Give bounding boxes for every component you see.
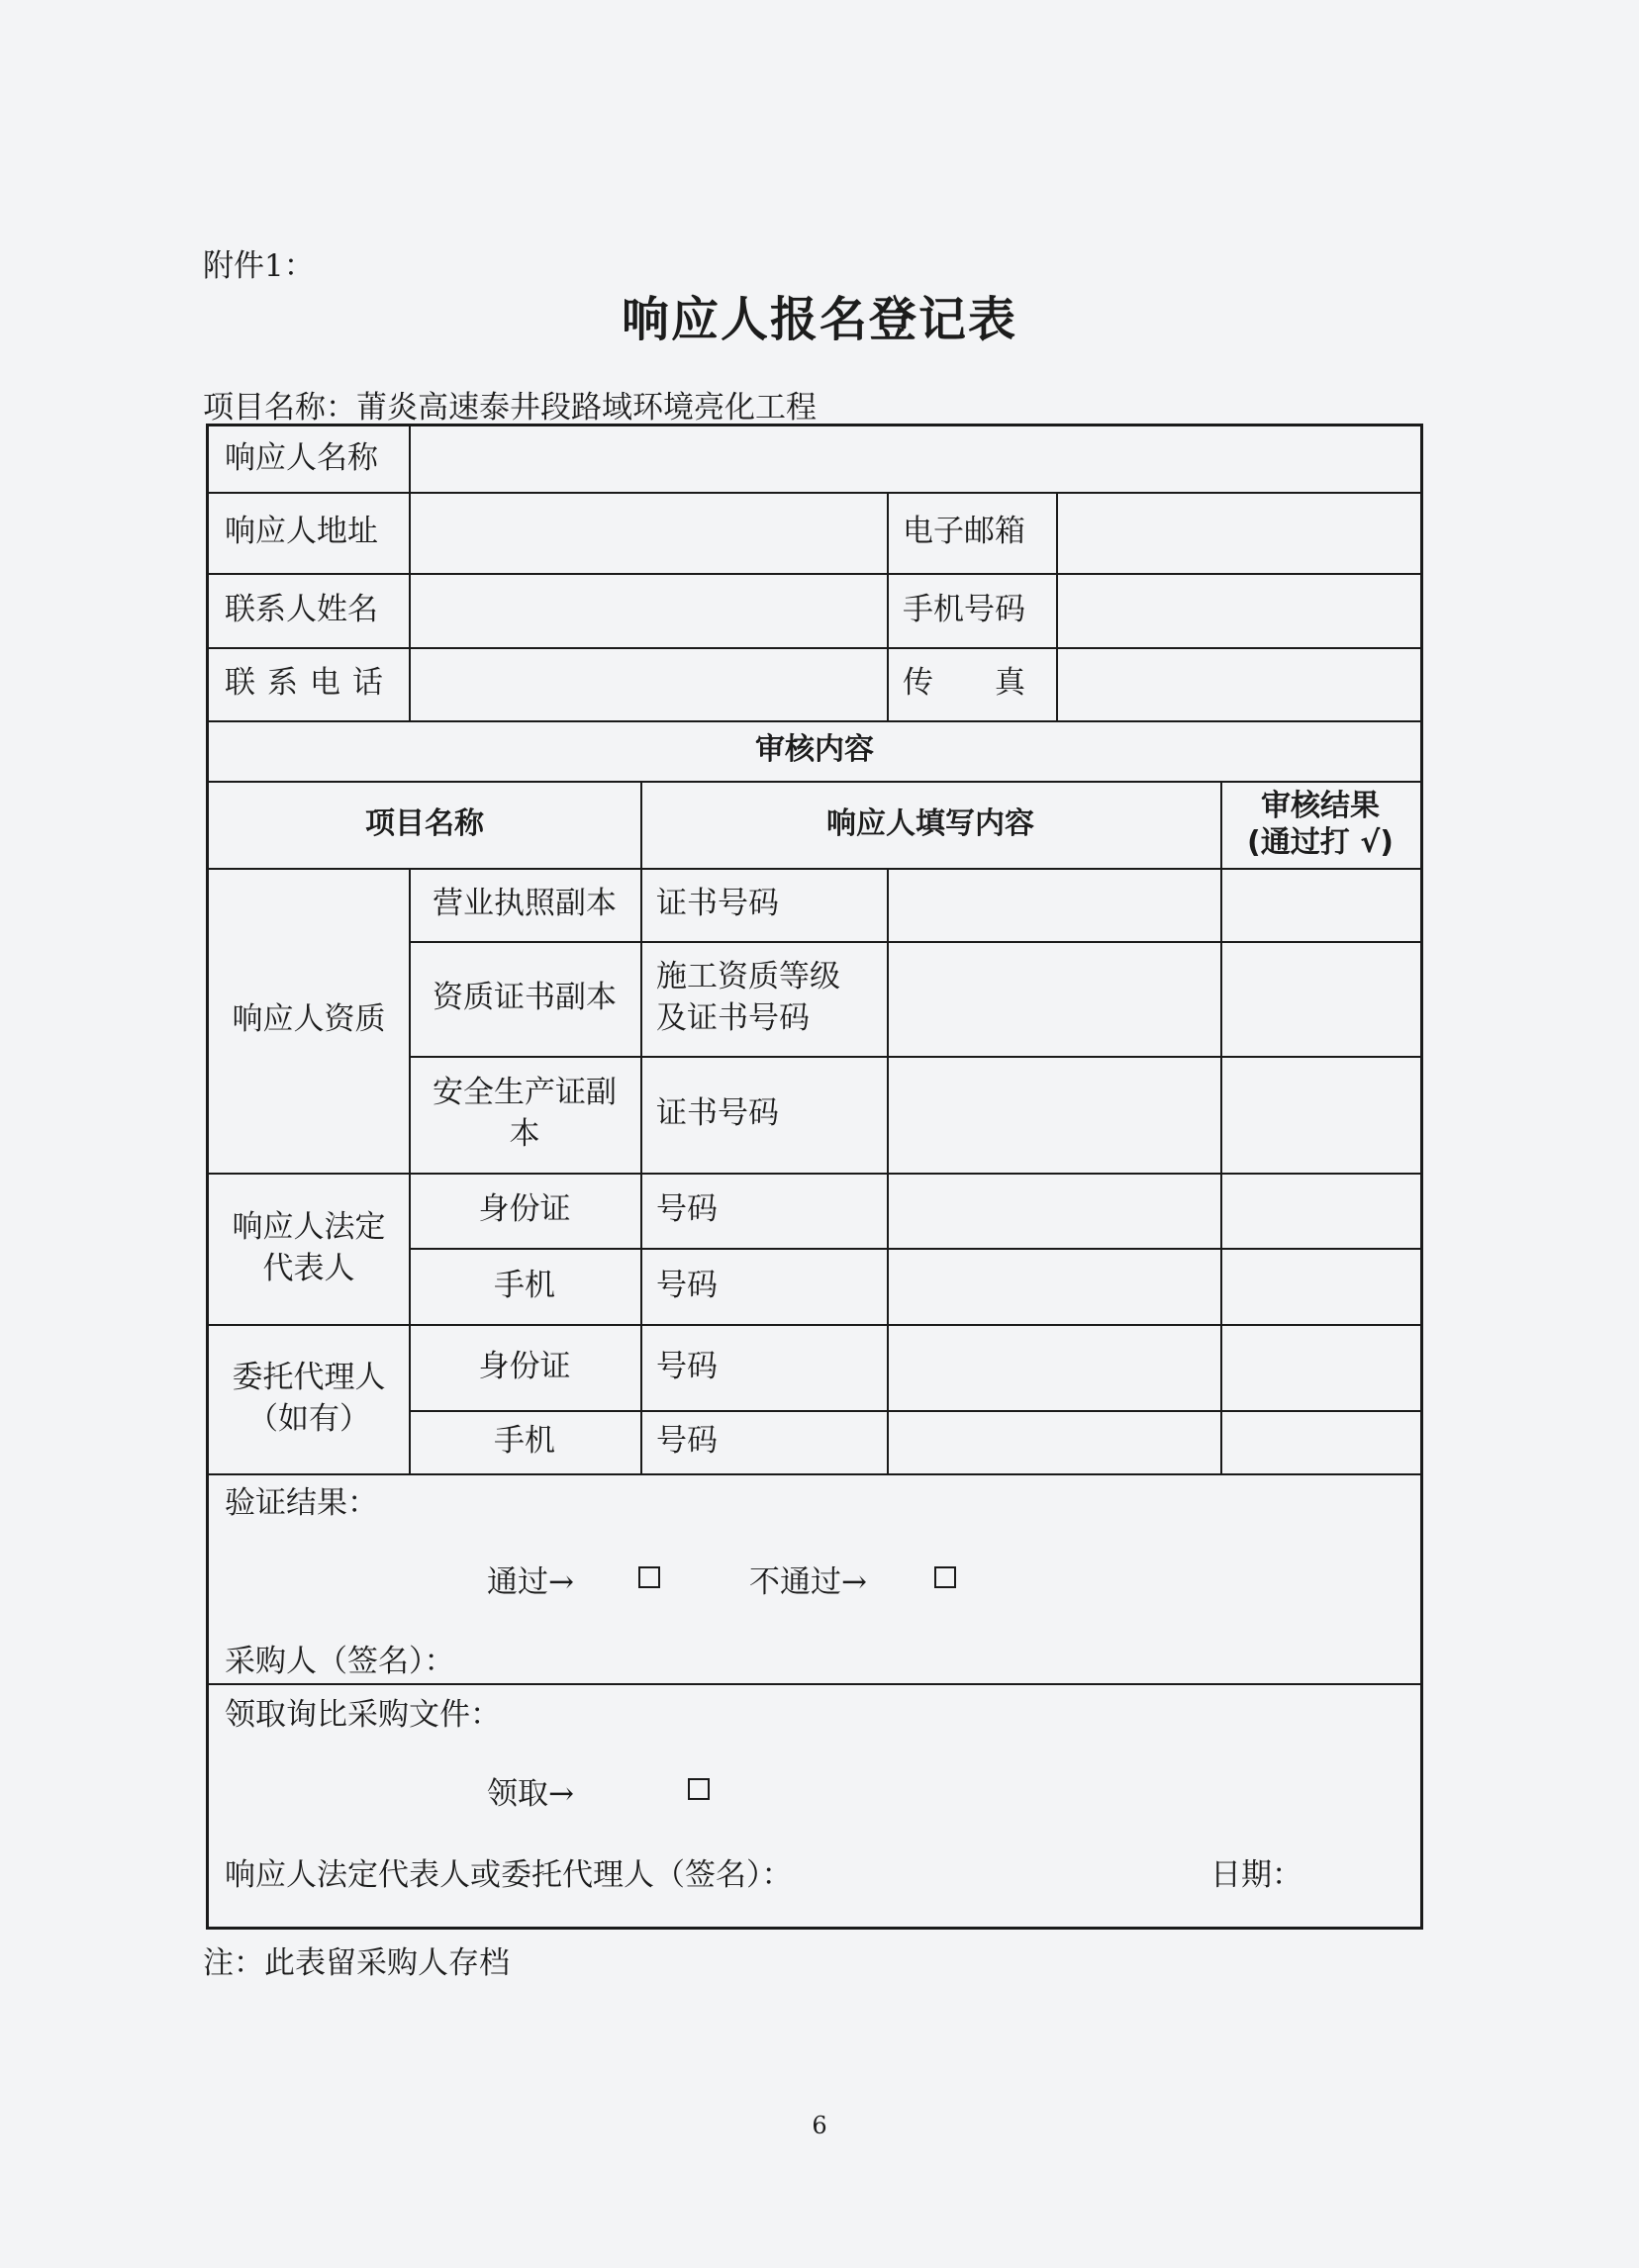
registration-form bbox=[206, 424, 1423, 1930]
agent-label bbox=[209, 1324, 409, 1473]
safety-cert-label bbox=[409, 1056, 640, 1173]
rule bbox=[1056, 492, 1058, 720]
rule bbox=[409, 426, 411, 720]
safety-cert-line1: 安全生产证副 bbox=[433, 1075, 617, 1111]
respondent-name-label: 响应人名称 bbox=[225, 440, 378, 477]
id-card-label: 身份证 bbox=[478, 1348, 571, 1384]
number-label: 号码 bbox=[656, 1267, 718, 1303]
col-fill-content: 响应人填写内容 bbox=[826, 805, 1034, 841]
mobile-label: 手机号码 bbox=[903, 591, 1025, 627]
number-label: 号码 bbox=[656, 1348, 718, 1384]
respondent-address-label: 响应人地址 bbox=[225, 514, 378, 550]
safety-cert-line2: 本 bbox=[509, 1116, 540, 1152]
contact-phone-label: 联系电话 bbox=[225, 665, 395, 702]
rule bbox=[209, 1683, 1420, 1685]
legal-rep-label bbox=[209, 1173, 409, 1324]
fail-label: 不通过→ bbox=[749, 1564, 867, 1600]
pass-label: 通过→ bbox=[487, 1564, 574, 1600]
cert-number-label: 证书号码 bbox=[656, 886, 779, 922]
contact-name-label: 联系人姓名 bbox=[225, 591, 378, 627]
qualification-grade-label bbox=[640, 941, 887, 1056]
page-number: 6 bbox=[812, 2112, 827, 2139]
agent-line1: 委托代理人 bbox=[232, 1359, 386, 1395]
id-card-label: 身份证 bbox=[478, 1191, 571, 1228]
collect-label: 领取→ bbox=[487, 1776, 574, 1812]
date-label: 日期： bbox=[1210, 1857, 1302, 1893]
col-review-result bbox=[1220, 781, 1420, 868]
phone-label: 手机 bbox=[494, 1267, 555, 1303]
verification-label: 验证结果： bbox=[225, 1485, 378, 1521]
col-project-name: 项目名称 bbox=[365, 805, 484, 841]
phone-label: 手机 bbox=[494, 1423, 555, 1460]
number-label: 号码 bbox=[656, 1191, 718, 1228]
legal-rep-line1: 响应人法定 bbox=[232, 1208, 386, 1245]
review-section-title: 审核内容 bbox=[755, 732, 874, 768]
business-license-label: 营业执照副本 bbox=[433, 886, 617, 922]
page-title: 响应人报名登记表 bbox=[621, 292, 1017, 347]
collection-label: 领取询比采购文件： bbox=[225, 1697, 501, 1733]
pass-checkbox[interactable] bbox=[638, 1566, 660, 1588]
archive-note: 注：此表留采购人存档 bbox=[203, 1945, 510, 1981]
qualification-grade-line2: 及证书号码 bbox=[656, 1000, 810, 1036]
cert-number-label: 证书号码 bbox=[656, 1095, 779, 1132]
rule bbox=[887, 868, 889, 1473]
qualification-grade-line1: 施工资质等级 bbox=[656, 959, 840, 995]
rule bbox=[1220, 781, 1222, 1473]
fail-checkbox[interactable] bbox=[934, 1566, 956, 1588]
attachment-label: 附件1： bbox=[203, 248, 315, 284]
col-result-line2: (通过打 √) bbox=[1247, 825, 1394, 860]
qualification-group-label: 响应人资质 bbox=[232, 1001, 386, 1038]
email-label: 电子邮箱 bbox=[903, 514, 1025, 550]
legal-rep-line2: 代表人 bbox=[262, 1250, 355, 1286]
number-label: 号码 bbox=[656, 1423, 718, 1460]
agent-line2: （如有） bbox=[247, 1400, 370, 1437]
project-name: 莆炎高速泰井段路域环境亮化工程 bbox=[356, 390, 817, 425]
rep-signature-label: 响应人法定代表人或委托代理人（签名）： bbox=[225, 1857, 793, 1893]
project-label: 项目名称： bbox=[203, 390, 356, 425]
qualification-cert-label: 资质证书副本 bbox=[433, 980, 617, 1016]
fax-label: 传 真 bbox=[903, 665, 1025, 702]
purchaser-signature-label: 采购人（签名）： bbox=[225, 1644, 455, 1679]
project-line bbox=[203, 382, 817, 426]
rule bbox=[209, 1473, 1420, 1475]
col-result-line1: 审核结果 bbox=[1261, 788, 1380, 823]
collect-checkbox[interactable] bbox=[688, 1778, 710, 1800]
